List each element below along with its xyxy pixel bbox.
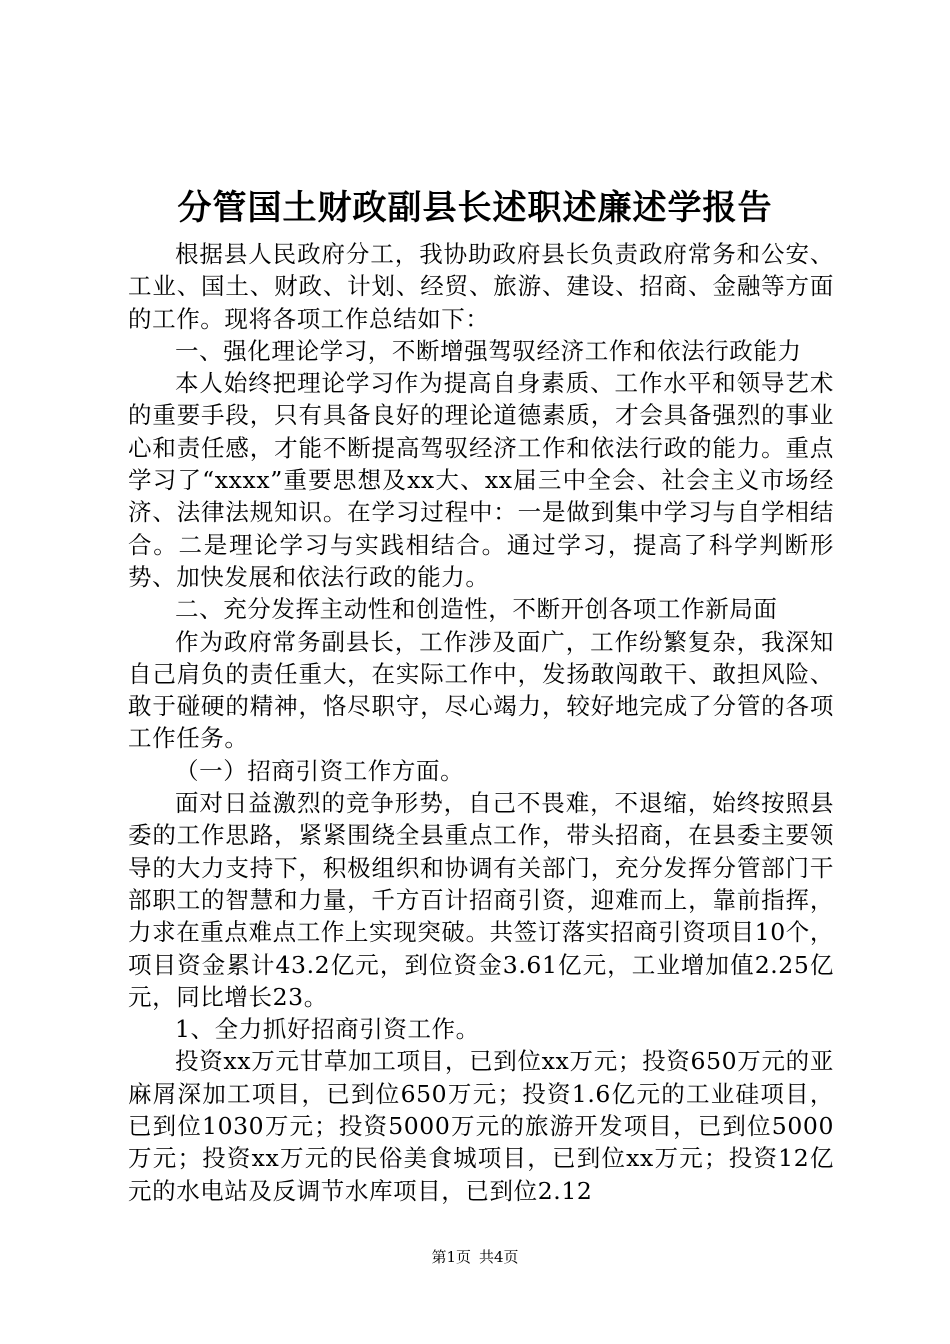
page-number: 第1页 [431, 1248, 471, 1266]
document-title: 分管国土财政副县长述职述廉述学报告 [177, 188, 773, 228]
section-heading-1: 一、强化理论学习，不断增强驾驭经济工作和依法行政能力 [175, 336, 802, 365]
subsection-heading-1: （一）招商引资工作方面。 [175, 756, 465, 785]
paragraph-intro: 根据县人民政府分工，我协助政府县长负责政府常务和公安、工业、国土、财政、计划、经贸、旅游、建设、招商、金融等方面的工作。现将各项工作总结如下： [128, 240, 834, 333]
page-footer [0, 1247, 950, 1267]
section-heading-2: 二、充分发挥主动性和创造性，不断开创各项工作新局面 [175, 595, 778, 624]
paragraph-investment-overview: 面对日益激烈的竞争形势，自己不畏难，不退缩，始终按照县委的工作思路，紧紧围绕全县重点工作，带头招商，在县委主要领导的大力支持下，积极组织和协调有关部门，充分发挥分管部门干部职工的智慧和力量，千方百计招商引资，迎难而上，靠前指挥，力求在重点难点工作上实现突破。共签订落实招商引资项目10个，项目资金累计43.2亿元，到位资金3.61亿元，工业增加值2.25亿元，同比增长23。 [128, 789, 834, 1011]
item-heading-1: 1、全力抓好招商引资工作。 [175, 1015, 480, 1044]
paragraph-duties: 作为政府常务副县长，工作涉及面广，工作纷繁复杂，我深知自己肩负的责任重大，在实际工作中，发扬敢闯敢干、敢担风险、敢于碰硬的精神，恪尽职守，尽心竭力，较好地完成了分管的各项工作任务。 [128, 627, 834, 753]
document-body [128, 238, 834, 1207]
paragraph-theory-study: 本人始终把理论学习作为提高自身素质、工作水平和领导艺术的重要手段，只有具备良好的理论道德素质，才会具备强烈的事业心和责任感，才能不断提高驾驭经济工作和依法行政的能力。重点学习了“xxxx”重要思想及xx大、xx届三中全会、社会主义市场经济、法律法规知识。在学习过程中：一是做到集中学习与自学相结合。二是理论学习与实践相结合。通过学习，提高了科学判断形势、加快发展和依法行政的能力。 [128, 369, 834, 591]
paragraph-investment-projects: 投资xx万元甘草加工项目，已到位xx万元；投资650万元的亚麻屑深加工项目，已到位650万元；投资1.6亿元的工业硅项目，已到位1030万元；投资5000万元的旅游开发项目，已到位5000万元；投资xx万元的民俗美食城项目，已到位xx万元；投资12亿元的水电站及反调节水库项目，已到位2.12 [128, 1047, 834, 1205]
page-total: 共4页 [479, 1248, 519, 1266]
